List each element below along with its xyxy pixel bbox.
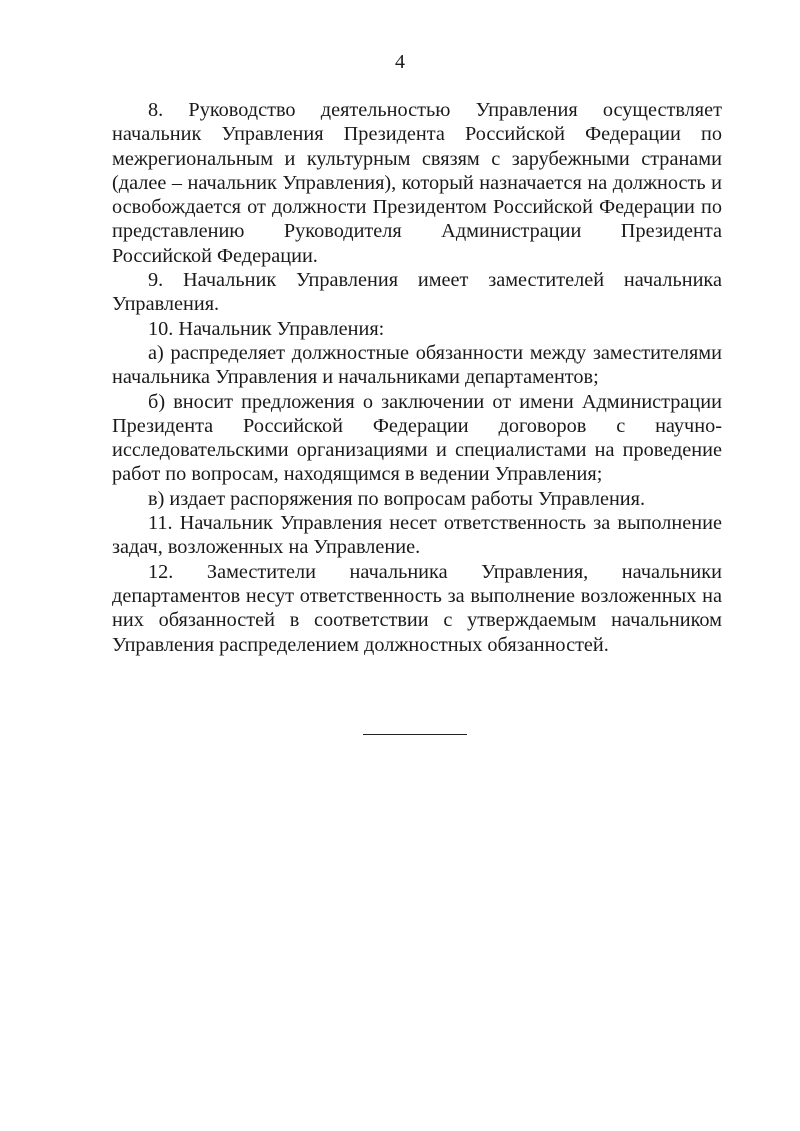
paragraph-9: 9. Начальник Управления имеет заместителей начальника Управления.: [112, 269, 722, 316]
paragraph-10a: а) распределяет должностные обязанности между заместителями начальника Управления и начальниками департаментов;: [112, 341, 722, 389]
paragraph-10: 10. Начальник Управления:: [148, 317, 385, 340]
document-body: [112, 98, 722, 657]
paragraph-10b: б) вносит предложения о заключении от имени Администрации Президента Российской Федерации договоров с научно-исследовательскими организациями и специалистами на проведение работ по вопросам, находящимся в ведении Управления;: [112, 390, 722, 486]
paragraph-10c: в) издает распоряжения по вопросам работы Управления.: [148, 487, 646, 510]
end-divider-line: [363, 734, 467, 735]
paragraph-11: 11. Начальник Управления несет ответственность за выполнение задач, возложенных на Управление.: [112, 512, 722, 559]
page-number: 4: [395, 51, 405, 73]
paragraph-8: 8. Руководство деятельностью Управления осуществляет начальник Управления Президента Российской Федерации по межрегиональным и культурным связям с зарубежными странами (далее – начальник Управления), который назначается на должность и освобождается от должности Президентом Российской Федерации по представлению Руководителя Администрации Президента Российской Федерации.: [112, 99, 722, 267]
paragraph-12: 12. Заместители начальника Управления, начальники департаментов несут ответственность за выполнение возложенных на них обязанностей в соответствии с утверждаемым начальником Управления распределением должностных обязанностей.: [112, 560, 722, 656]
